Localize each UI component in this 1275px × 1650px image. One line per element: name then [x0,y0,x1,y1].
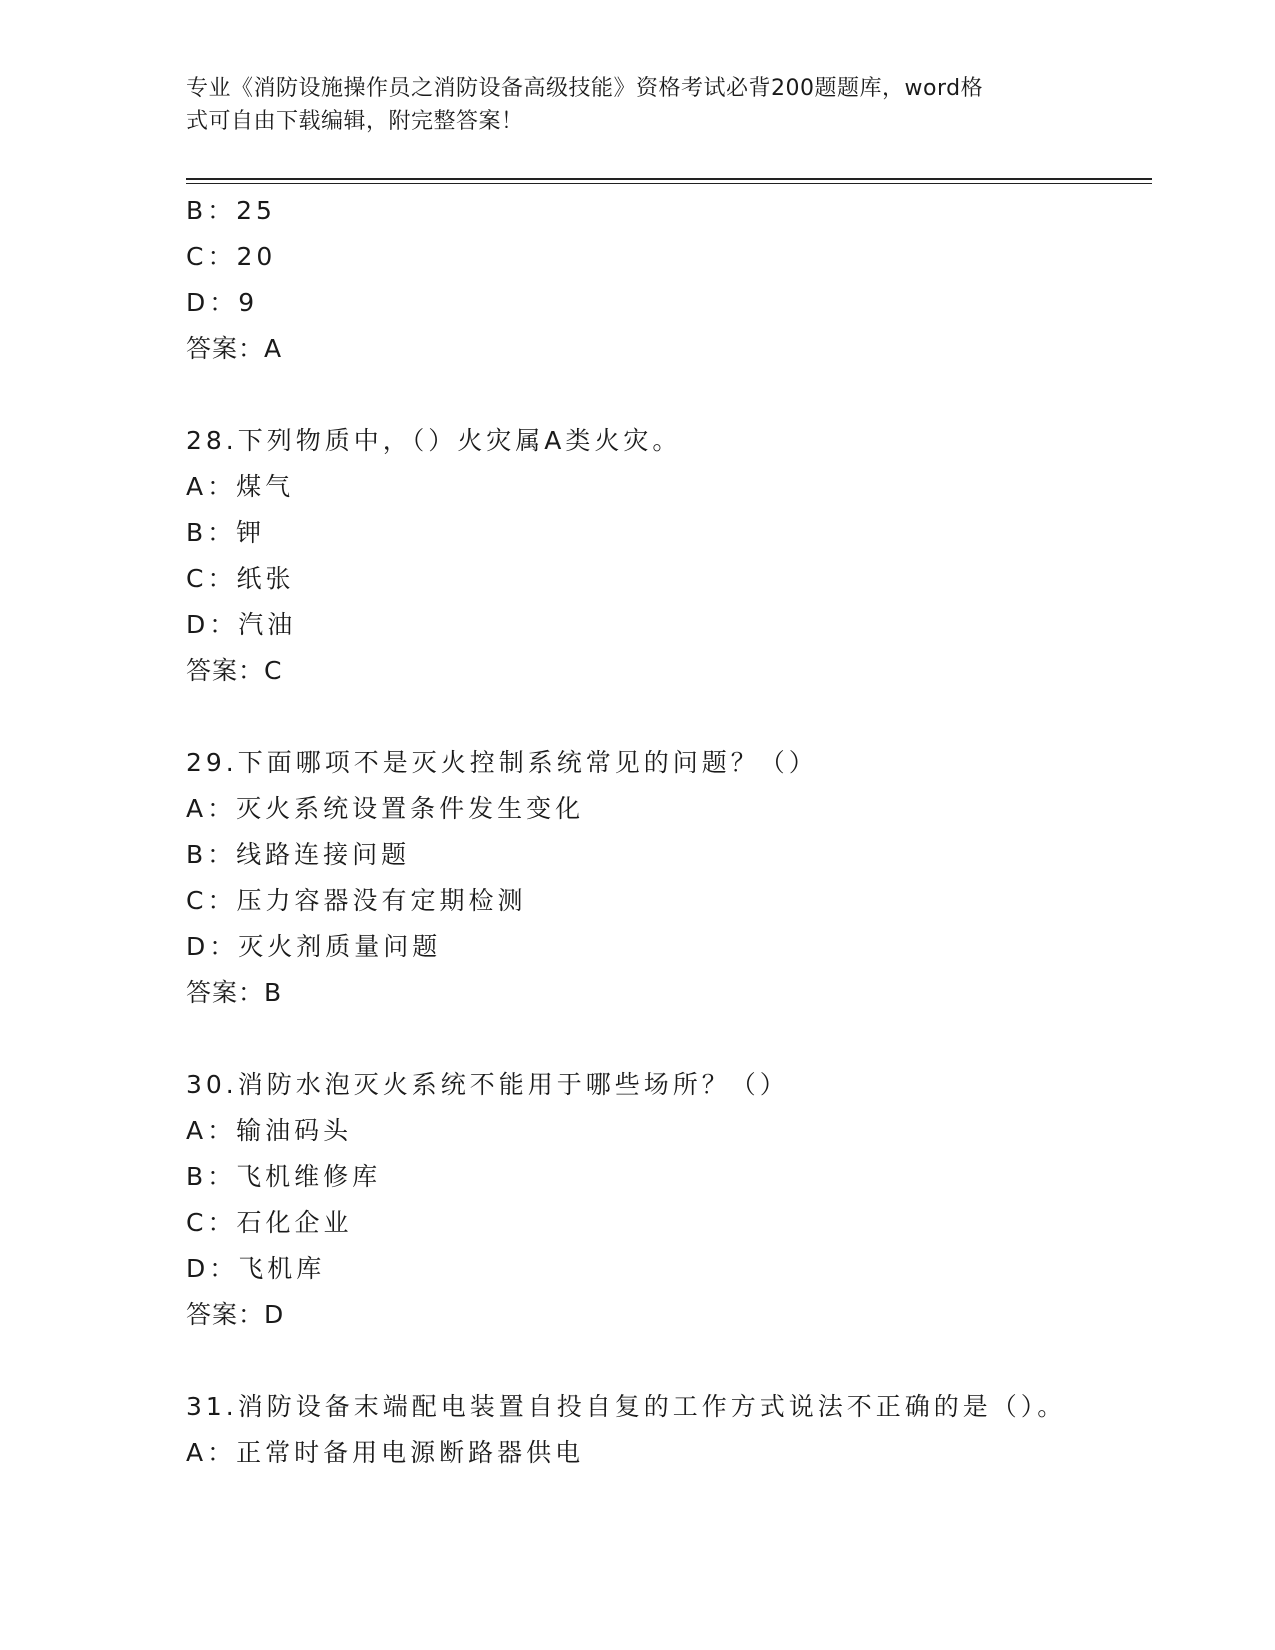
spacer [186,1338,1152,1384]
option-a: A：灭火系统设置条件发生变化 [186,794,585,823]
header-line-1: 专业《消防设施操作员之消防设备高级技能》资格考试必背200题题库，word格 [186,76,984,101]
question-block-30 [186,1062,1152,1338]
spacer [186,372,1152,418]
option-c: C：20 [186,242,277,271]
header-line-2: 式可自由下载编辑，附完整答案！ [186,109,524,134]
option-d: D：9 [186,288,259,317]
option-b: B：线路连接问题 [186,840,411,869]
question-stem: 28.下列物质中，（）火灾属A类火灾。 [186,426,682,455]
answer-line: 答案：C [186,656,283,685]
option-d: D：汽油 [186,610,297,639]
option-b: B：飞机维修库 [186,1162,382,1191]
option-d: D：飞机库 [186,1254,326,1283]
option-a: A：输油码头 [186,1116,353,1145]
answer-line: 答案：B [186,978,283,1007]
option-b: B：25 [186,196,276,225]
question-list [186,188,1152,1476]
answer-line: 答案：D [186,1300,285,1329]
option-c: C：石化企业 [186,1208,353,1237]
header-divider-thin [186,183,1152,184]
question-block-28 [186,418,1152,694]
option-c: C：压力容器没有定期检测 [186,886,527,915]
question-stem: 29.下面哪项不是灭火控制系统常见的问题？（） [186,748,818,777]
option-a: A：正常时备用电源断路器供电 [186,1438,585,1467]
question-stem: 30.消防水泡灭火系统不能用于哪些场所？（） [186,1070,789,1099]
spacer [186,694,1152,740]
option-b: B：钾 [186,518,266,547]
page-header [186,72,1066,138]
answer-line: 答案：A [186,334,283,363]
option-d: D：灭火剂质量问题 [186,932,442,961]
question-block-27 [186,188,1152,372]
spacer [186,1016,1152,1062]
option-c: C：纸张 [186,564,295,593]
question-stem: 31.消防设备末端配电装置自投自复的工作方式说法不正确的是（）。 [186,1392,1067,1421]
option-a: A：煤气 [186,472,295,501]
question-block-31 [186,1384,1152,1476]
question-block-29 [186,740,1152,1016]
header-divider-thick [186,178,1152,180]
